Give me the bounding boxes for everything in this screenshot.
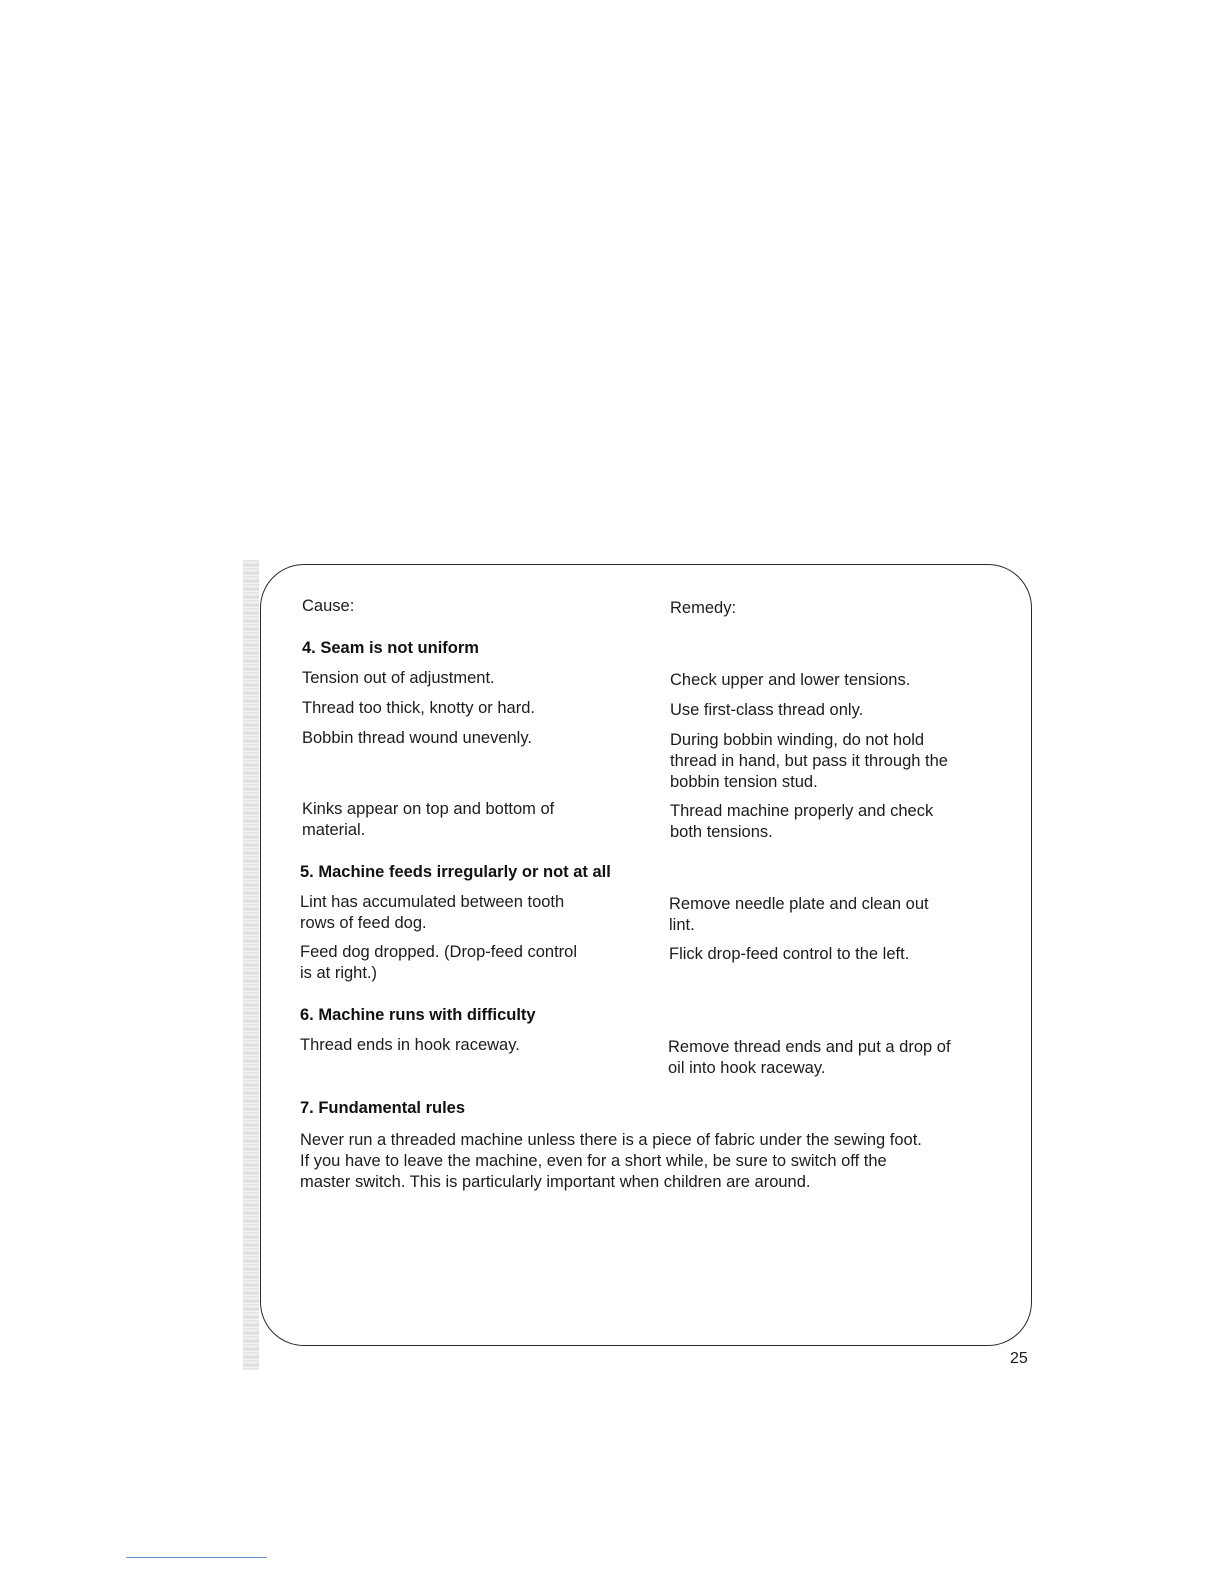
page-number: 25: [1010, 1350, 1028, 1367]
remedy-text: Thread machine properly and check: [670, 802, 934, 820]
cause-text: is at right.): [300, 964, 378, 982]
section-title-rules: 7. Fundamental rules: [300, 1099, 466, 1117]
cause-text: Bobbin thread wound unevenly.: [302, 729, 532, 747]
rules-paragraph-line: If you have to leave the machine, even for a short while, be sure to switch off the: [300, 1152, 887, 1170]
scan-binding-edge: [243, 560, 259, 1370]
section-title-difficulty: 6. Machine runs with difficulty: [300, 1006, 536, 1024]
cause-header: Cause:: [302, 597, 355, 615]
remedy-text: Remove needle plate and clean out: [669, 895, 929, 913]
remedy-text: both tensions.: [670, 823, 773, 841]
remedy-text: lint.: [669, 916, 695, 934]
remedy-text: Check upper and lower tensions.: [670, 671, 911, 689]
remedy-header: Remedy:: [670, 599, 737, 617]
cause-text: Thread too thick, knotty or hard.: [302, 699, 535, 717]
cause-text: Lint has accumulated between tooth: [300, 893, 565, 911]
remedy-text: Flick drop-feed control to the left.: [669, 945, 910, 963]
remedy-text: bobbin tension stud.: [670, 773, 818, 791]
rules-paragraph-line: master switch. This is particularly important when children are around.: [300, 1173, 811, 1191]
cause-text: rows of feed dog.: [300, 914, 427, 932]
footer-rule: [126, 1557, 267, 1558]
cause-text: Thread ends in hook raceway.: [300, 1036, 520, 1054]
remedy-text: Use first-class thread only.: [670, 701, 864, 719]
remedy-text: thread in hand, but pass it through the: [670, 752, 948, 770]
section-title-feeds: 5. Machine feeds irregularly or not at all: [300, 863, 611, 881]
remedy-text: oil into hook raceway.: [668, 1059, 826, 1077]
remedy-text: During bobbin winding, do not hold: [670, 731, 925, 749]
cause-text: material.: [302, 821, 366, 839]
rules-paragraph-line: Never run a threaded machine unless there is a piece of fabric under the sewing foot.: [300, 1131, 922, 1149]
section-title-seam: 4. Seam is not uniform: [302, 639, 479, 657]
cause-text: Kinks appear on top and bottom of: [302, 800, 555, 818]
cause-text: Tension out of adjustment.: [302, 669, 495, 687]
remedy-text: Remove thread ends and put a drop of: [668, 1038, 951, 1056]
cause-text: Feed dog dropped. (Drop-feed control: [300, 943, 578, 961]
